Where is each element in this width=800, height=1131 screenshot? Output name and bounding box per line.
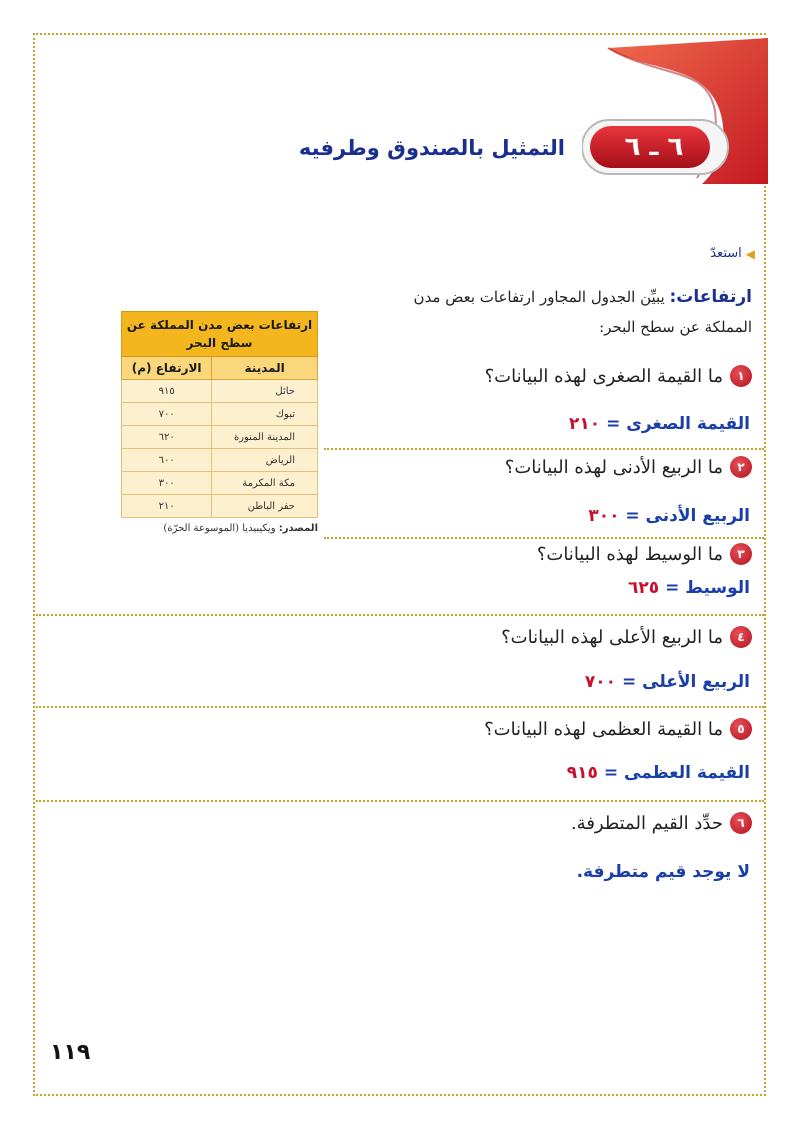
question-5 [484,718,752,740]
dotted-divider [36,800,764,802]
table-caption: ارتفاعات بعض مدن المملكة عن سطح البحر [122,312,318,357]
answer-4 [585,672,750,692]
dotted-divider [36,706,764,708]
answer-label: الربيع الأدنى = [625,506,750,526]
table-cell-height: ٣٠٠ [122,472,212,495]
answer-2 [588,506,750,526]
explore-label: استعدّ [710,246,742,261]
question-1 [485,365,752,387]
intro-paragraph [392,282,752,342]
question-text: ما القيمة الصغرى لهذه البيانات؟ [484,365,723,387]
table-row [122,380,318,403]
answer-6: لا يوجد قيم متطرفة. [576,862,750,882]
table-cell-city: المدينة المنورة [212,426,318,449]
intro-keyword: ارتفاعات: [669,287,752,307]
table-source [121,523,318,534]
table-cell-height: ٧٠٠ [122,403,212,426]
question-6 [571,812,752,834]
question-number-badge: ٦ [730,812,752,834]
lesson-title: التمثيل بالصندوق وطرفيه [298,136,565,160]
source-text: ويكيبيديا (الموسوعة الحرّة) [163,523,276,534]
explore-heading [710,246,755,261]
question-number-badge: ٢ [730,456,752,478]
answer-5 [567,763,750,783]
dotted-divider [324,537,764,539]
question-number-badge: ١ [730,365,752,387]
question-number-badge: ٥ [730,718,752,740]
table-cell-height: ٩١٥ [122,380,212,403]
question-3 [537,543,752,565]
answer-1 [569,414,750,434]
table-row [122,426,318,449]
answer-value: ٦٢٥ [628,578,660,598]
question-number-badge: ٣ [730,543,752,565]
question-number-badge: ٤ [730,626,752,648]
source-label: المصدر: [278,523,318,534]
table-row [122,449,318,472]
table-cell-city: مكة المكرمة [212,472,318,495]
answer-label: القيمة الصغرى = [606,414,750,434]
answer-value: ٧٠٠ [584,672,617,692]
question-text: ما الربيع الأدنى لهذه البيانات؟ [504,456,723,478]
answer-value: ٣٠٠ [588,506,620,526]
page-number: ١١٩ [50,1040,91,1065]
question-text: ما الوسيط لهذه البيانات؟ [536,543,723,565]
question-text: ما الربيع الأعلى لهذه البيانات؟ [501,626,723,648]
answer-value: ٩١٥ [566,763,598,783]
table-cell-height: ٦٢٠ [122,426,212,449]
table-header-height: الارتفاع (م) [122,357,212,380]
question-4 [501,626,752,648]
elevation-table [121,311,318,518]
table-cell-city: حفر الباطن [212,495,318,518]
table-cell-height: ٢١٠ [122,495,212,518]
table-cell-city: الرياض [212,449,318,472]
elevation-table-box [121,311,318,534]
table-row [122,403,318,426]
answer-label: القيمة العظمى = [603,763,750,783]
triangle-marker-icon: ◀ [745,246,755,261]
answer-3 [628,578,750,598]
table-row [122,472,318,495]
answer-label: الوسيط = [665,578,750,598]
dotted-divider [36,614,764,616]
question-text: حدِّد القيم المتطرفة. [570,812,723,834]
lesson-ribbon-graphic [582,38,768,184]
question-text: ما القيمة العظمى لهذه البيانات؟ [484,718,723,740]
table-cell-height: ٦٠٠ [122,449,212,472]
table-cell-city: تبوك [212,403,318,426]
lesson-number: ٦ ـ ٦ [624,132,684,162]
intro-text: يبيِّن الجدول المجاور ارتفاعات بعض مدن المملكة عن سطح البحر: [413,288,752,336]
table-header-city: المدينة [212,357,318,380]
table-row [122,495,318,518]
question-2 [505,456,752,478]
table-cell-city: حائل [212,380,318,403]
dotted-divider [324,448,764,450]
answer-value: ٢١٠ [569,414,601,434]
answer-label: الربيع الأعلى = [621,672,750,692]
